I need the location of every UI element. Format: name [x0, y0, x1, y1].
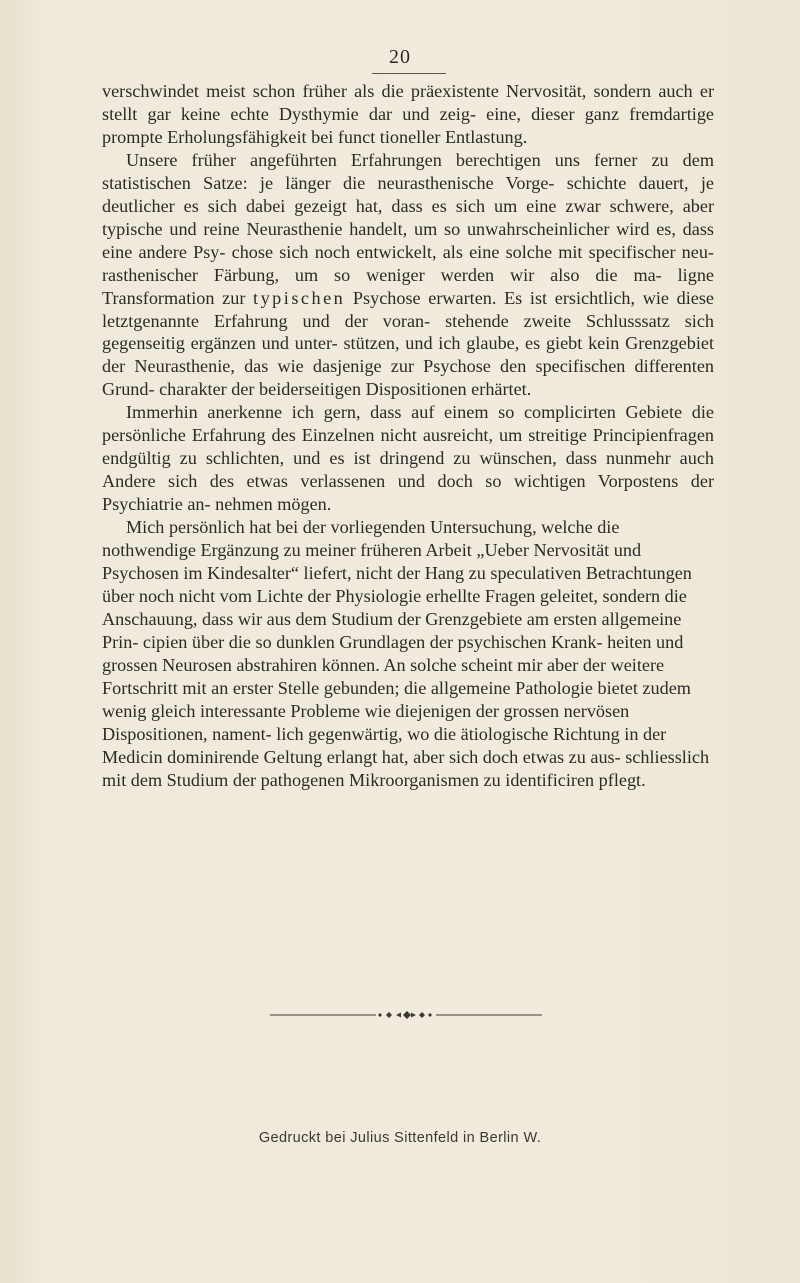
page-number-rule: [372, 73, 446, 74]
printer-imprint: Gedruckt bei Julius Sittenfeld in Berlin W.: [258, 1130, 542, 1146]
ornamental-divider-icon: [270, 1008, 542, 1022]
paragraph: verschwindet meist schon früher als die präexistente Nervosität, sondern auch er stellt gar keine echte Dysthymie dar und zeig- eine, dieser ganz fremdartige prompte Erholungsfähigkeit bei funct tioneller Entlastung.: [102, 81, 714, 147]
body-text: [102, 80, 714, 792]
page-number: 20: [389, 46, 411, 68]
paragraph: [102, 149, 714, 401]
paragraph-text: Psychose erwarten. Es ist ersichtlich, wie diese letztgenannte Erfahrung und der voran- stehende zweite Schlusssatz sich gegenseitig ergänzen und unter- stützen, und ich glaube, es giebt kein Grenzgebiet der Neurasthenie, das wie dasjenige zur Psychose den specifischen differenten Grund- charakter der beiderseitigen Dispositionen erhärtet.: [102, 287, 714, 400]
emphasized-word: typischen: [253, 287, 346, 308]
paragraph-text: Unsere früher angeführten Erfahrungen berechtigen uns ferner zu dem statistischen Satze: je länger die neurasthenische Vorge- schichte dauert, je deutlicher es sich dabei gezeigt hat, dass es sich um eine zwar schwere, aber typische und reine Neurasthenie handelt, um so unwahrscheinlicher wird es, dass eine andere Psy- chose sich noch entwickelt, als eine solche mit specifischer neu- rasthenischer Färbung, um so weniger werden wir also die ma- ligne Transformation zur: [102, 149, 714, 308]
paragraph: Mich persönlich hat bei der vorliegenden Untersuchung, welche die nothwendige Ergänzung zu meiner früheren Arbeit „Ueber Nervosität und Psychosen im Kindesalter“ liefert, nicht der Hang zu speculativen Betrachtungen über noch nicht vom Lichte der Physiologie erhellte Fragen geleitet, sondern die Anschauung, dass wir aus dem Studium der Grenzgebiete am ersten allgemeine Prin- cipien über die so dunklen Grundlagen der psychischen Krank- heiten und grossen Neurosen abstrahiren können. An solche scheint mir aber der weitere Fortschritt mit an erster Stelle gebunden; die allgemeine Pathologie bietet zudem wenig gleich interessante Probleme wie diejenigen der grossen nervösen Dispositionen, nament- lich gegenwärtig, wo die ätiologische Richtung in der Medicin dominirende Geltung erlangt hat, aber sich doch etwas zu aus- schliesslich mit dem Studium der pathogenen Mikroorganismen zu identificiren pflegt.: [102, 517, 710, 790]
paragraph: Immerhin anerkenne ich gern, dass auf einem so complicirten Gebiete die persönliche Erfahrung des Einzelnen nicht ausreicht, um streitige Principienfragen endgültig zu schlichten, und es ist dringend zu wünschen, dass nunmehr auch Andere sich des etwas verlassenen und doch so wichtigen Vorpostens der Psychiatrie an- nehmen mögen.: [102, 402, 714, 515]
